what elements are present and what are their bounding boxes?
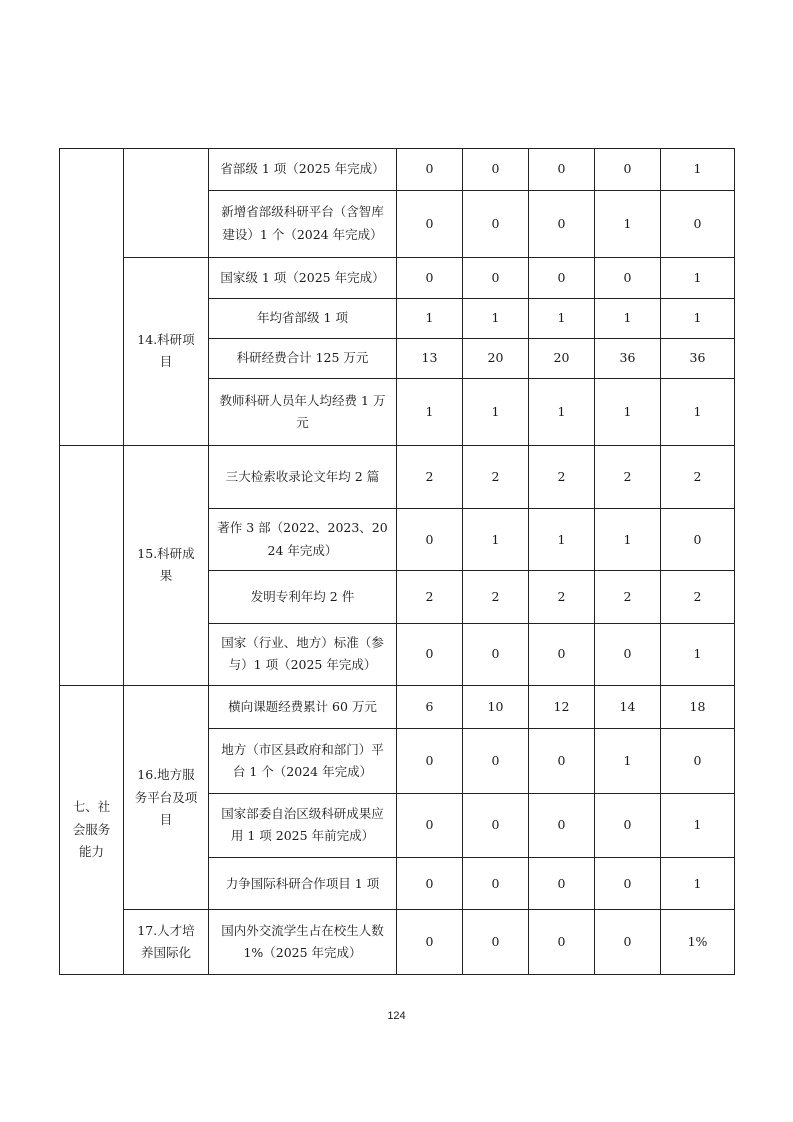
subcategory-cell-continued	[124, 149, 209, 258]
value-cell: 0	[397, 509, 463, 571]
value-cell: 1	[595, 191, 661, 257]
value-cell: 10	[463, 686, 529, 729]
value-cell: 0	[397, 191, 463, 257]
item-cell: 国家级 1 项（2025 年完成）	[209, 257, 397, 298]
value-cell: 0	[463, 793, 529, 857]
item-cell: 地方（市区县政府和部门）平台 1 个（2024 年完成）	[209, 729, 397, 793]
value-cell: 1	[397, 379, 463, 445]
value-cell: 0	[529, 793, 595, 857]
table-row	[60, 445, 735, 508]
value-cell: 1	[595, 729, 661, 793]
value-cell: 2	[529, 571, 595, 623]
value-cell: 18	[661, 686, 735, 729]
value-cell: 0	[529, 149, 595, 191]
item-cell: 新增省部级科研平台（含智库建设）1 个（2024 年完成）	[209, 191, 397, 257]
value-cell: 1	[529, 509, 595, 571]
value-cell: 1	[595, 379, 661, 445]
value-cell: 0	[463, 858, 529, 910]
value-cell: 0	[661, 191, 735, 257]
value-cell: 0	[397, 793, 463, 857]
value-cell: 0	[595, 257, 661, 298]
value-cell: 0	[463, 910, 529, 975]
value-cell: 1	[661, 858, 735, 910]
item-cell: 三大检索收录论文年均 2 篇	[209, 445, 397, 508]
item-cell: 力争国际科研合作项目 1 项	[209, 858, 397, 910]
value-cell: 1	[463, 298, 529, 338]
value-cell: 2	[529, 445, 595, 508]
value-cell: 1	[529, 379, 595, 445]
item-cell: 国家部委自治区级科研成果应用 1 项 2025 年前完成）	[209, 793, 397, 857]
value-cell: 2	[595, 445, 661, 508]
value-cell: 1	[661, 379, 735, 445]
value-cell: 2	[397, 571, 463, 623]
item-cell: 著作 3 部（2022、2023、2024 年完成）	[209, 509, 397, 571]
value-cell: 1	[661, 298, 735, 338]
item-cell: 教师科研人员年人均经费 1 万元	[209, 379, 397, 445]
value-cell: 0	[397, 858, 463, 910]
category-cell-blank	[60, 445, 124, 685]
value-cell: 0	[529, 910, 595, 975]
value-cell: 0	[661, 509, 735, 571]
value-cell: 1	[529, 298, 595, 338]
value-cell: 1	[463, 509, 529, 571]
value-cell: 0	[463, 257, 529, 298]
value-cell: 0	[529, 858, 595, 910]
value-cell: 6	[397, 686, 463, 729]
indicator-table	[59, 148, 735, 975]
table-row	[60, 686, 735, 729]
value-cell: 0	[529, 623, 595, 685]
category-cell-continued	[60, 149, 124, 446]
item-cell: 横向课题经费累计 60 万元	[209, 686, 397, 729]
value-cell: 2	[595, 571, 661, 623]
value-cell: 1	[595, 509, 661, 571]
value-cell: 0	[397, 729, 463, 793]
value-cell: 0	[595, 858, 661, 910]
table-row	[60, 149, 735, 191]
value-cell: 13	[397, 339, 463, 379]
value-cell: 14	[595, 686, 661, 729]
value-cell: 1	[661, 623, 735, 685]
table-row	[60, 257, 735, 298]
value-cell: 2	[661, 571, 735, 623]
value-cell: 1	[661, 149, 735, 191]
value-cell: 36	[661, 339, 735, 379]
value-cell: 0	[529, 729, 595, 793]
item-cell: 国家（行业、地方）标准（参与）1 项（2025 年完成）	[209, 623, 397, 685]
value-cell: 1	[397, 298, 463, 338]
table-row	[60, 910, 735, 975]
item-cell: 国内外交流学生占在校生人数 1%（2025 年完成）	[209, 910, 397, 975]
value-cell: 0	[463, 623, 529, 685]
value-cell: 2	[397, 445, 463, 508]
subcategory-cell: 16.地方服务平台及项目	[124, 686, 209, 910]
value-cell: 20	[463, 339, 529, 379]
page-number: 124	[387, 1010, 406, 1022]
subcategory-cell: 15.科研成果	[124, 445, 209, 685]
item-cell: 发明专利年均 2 件	[209, 571, 397, 623]
value-cell: 0	[463, 149, 529, 191]
value-cell: 1	[661, 793, 735, 857]
value-cell: 0	[661, 729, 735, 793]
item-cell: 年均省部级 1 项	[209, 298, 397, 338]
value-cell: 1	[595, 298, 661, 338]
value-cell: 0	[595, 793, 661, 857]
value-cell: 0	[397, 910, 463, 975]
value-cell: 0	[595, 910, 661, 975]
value-cell: 0	[463, 191, 529, 257]
value-cell: 0	[595, 149, 661, 191]
subcategory-cell: 14.科研项目	[124, 257, 209, 445]
value-cell: 36	[595, 339, 661, 379]
value-cell: 0	[397, 623, 463, 685]
value-cell: 20	[529, 339, 595, 379]
value-cell: 0	[595, 623, 661, 685]
value-cell: 2	[661, 445, 735, 508]
value-cell: 0	[529, 257, 595, 298]
value-cell: 0	[397, 257, 463, 298]
item-cell: 科研经费合计 125 万元	[209, 339, 397, 379]
value-cell: 1	[463, 379, 529, 445]
value-cell: 0	[397, 149, 463, 191]
category-cell: 七、社会服务能力	[60, 686, 124, 975]
item-cell: 省部级 1 项（2025 年完成）	[209, 149, 397, 191]
value-cell: 1%	[661, 910, 735, 975]
value-cell: 2	[463, 571, 529, 623]
value-cell: 0	[529, 191, 595, 257]
value-cell: 2	[463, 445, 529, 508]
value-cell: 12	[529, 686, 595, 729]
value-cell: 0	[463, 729, 529, 793]
value-cell: 1	[661, 257, 735, 298]
subcategory-cell: 17.人才培养国际化	[124, 910, 209, 975]
